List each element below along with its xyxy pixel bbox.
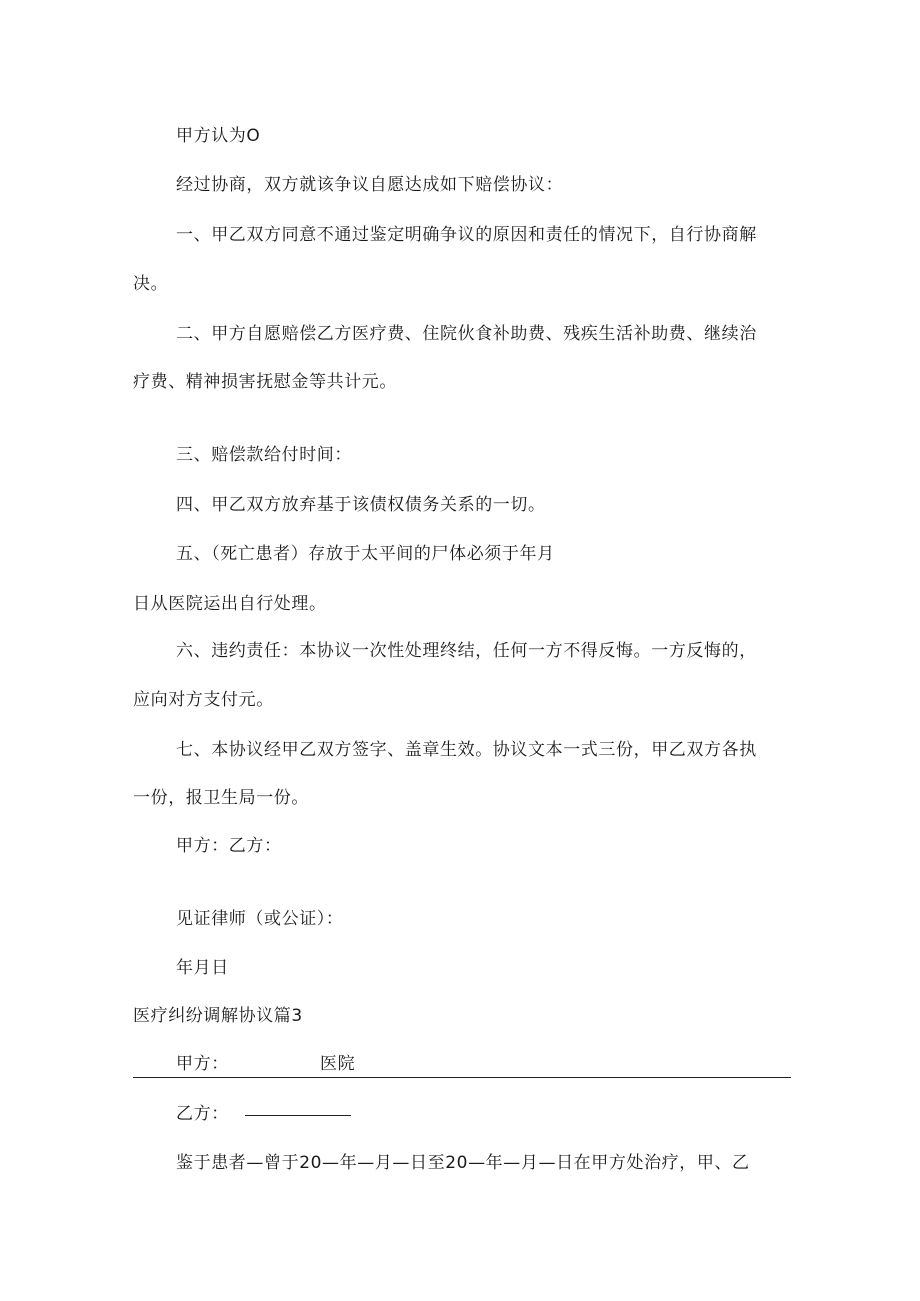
- paragraph-line: 决。: [133, 274, 169, 294]
- paragraph-line: 日从医院运出自行处理。: [133, 594, 327, 614]
- date-line: 年月日: [176, 958, 229, 978]
- party-a-value: 医院: [320, 1054, 356, 1074]
- party-b-blank-underline: [245, 1115, 351, 1116]
- paragraph-line: 一份，报卫生局一份。: [133, 788, 309, 808]
- paragraph-line: 二、甲方自愿赔偿乙方医疗费、住院伙食补助费、残疾生活补助费、继续治: [176, 324, 757, 344]
- witness-line: 见证律师（或公证）：: [176, 909, 344, 929]
- horizontal-rule: [133, 1077, 791, 1078]
- paragraph-line: 经过协商，双方就该争议自愿达成如下赔偿协议：: [176, 175, 564, 195]
- paragraph-line: 三、赔偿款给付时间：: [176, 445, 352, 465]
- party-b-label: 乙方：: [176, 1104, 229, 1124]
- party-a-label: 甲方：: [176, 1054, 229, 1074]
- section-title: 医疗纠纷调解协议篇3: [133, 1006, 303, 1026]
- paragraph-line: 鉴于患者—曾于20—年—月—日至20—年—月—日在甲方处治疗，甲、乙: [176, 1153, 750, 1173]
- paragraph-line: 四、甲乙双方放弃基于该债权债务关系的一切。: [176, 495, 546, 515]
- paragraph-line: 五、（死亡患者）存放于太平间的尸体必须于年月: [176, 544, 555, 564]
- paragraph-line: 甲方认为O: [176, 126, 261, 146]
- paragraph-line: 应向对方支付元。: [133, 690, 274, 710]
- paragraph-line: 疗费、精神损害抚慰金等共计元。: [133, 372, 397, 392]
- paragraph-line: 一、甲乙双方同意不通过鉴定明确争议的原因和责任的情况下，自行协商解: [176, 225, 757, 245]
- paragraph-line: 六、违约责任：本协议一次性处理终结，任何一方不得反悔。一方反悔的，: [176, 641, 757, 661]
- signature-parties-line: 甲方：乙方：: [176, 836, 282, 856]
- paragraph-line: 七、本协议经甲乙双方签字、盖章生效。协议文本一式三份，甲乙双方各执: [176, 740, 757, 760]
